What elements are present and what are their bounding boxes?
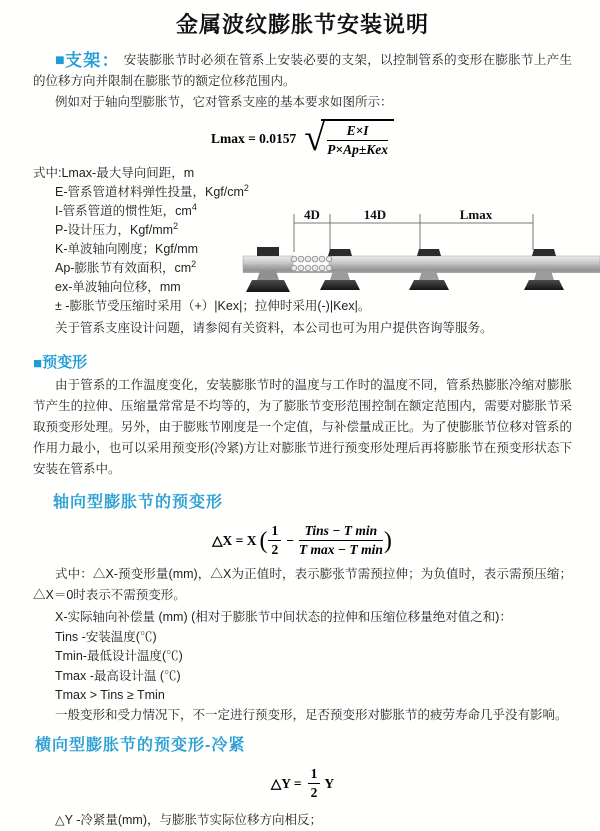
formula-lateral-num: 1 — [308, 766, 321, 784]
formula-lateral-den: 2 — [310, 785, 318, 800]
formula-axial-lhs: △X = X — [212, 532, 257, 548]
preform-section-heading: 预变形 — [42, 354, 88, 371]
formula-lateral-rhs: Y — [324, 775, 335, 791]
formula-lmax-lhs: Lmax = 0.0157 — [210, 130, 297, 146]
support-note-line: 关于管系支座设计问题，请参阅有关资料，本公司也可为用户提供咨询等服务。 — [55, 321, 493, 335]
minus-sign: − — [286, 532, 294, 548]
axial-subsection-heading: 轴向型膨胀节的预变形 — [53, 494, 224, 511]
section-square-icon: ■ — [33, 355, 43, 372]
close-paren: ) — [383, 527, 392, 554]
axial-parameter-line: Tins -安装温度(℃) — [55, 629, 157, 644]
formula-lmax-numerator: E×I — [327, 123, 388, 141]
definition-row: P-设计压力，Kgf/$mm^2$ — [55, 220, 179, 237]
axial-note-line: 一般变形和受力情况下，不一定进行预变形，足否预变形对膨胀节的疲劳寿命几乎没有影响。 — [55, 707, 568, 722]
definition-row: ± -膨胀节受压缩时采用（+）|Kex|；拉伸时采用(-)|Kex|。 — [55, 299, 371, 313]
formula-lateral-coldspring — [271, 766, 334, 801]
page-title: 金属波纹膨胀节安装说明 — [175, 12, 429, 37]
formula-axial-temp-den: T max − T min — [298, 542, 383, 557]
dim-label-4d: 4D — [304, 207, 320, 222]
formula-lateral-lhs: △Y = — [270, 775, 302, 791]
formula-lmax-denominator: P×Ap±Kex — [327, 142, 389, 157]
bellows — [291, 256, 332, 271]
preform-body-paragraph: 由于管系的工作温度变化，安装膨胀节时的温度与工作时的温度不同，管系热膨胀冷缩对膨胀节产生的拉伸、压缩量常常是不均等的，为了膨胀节变形范围控制在额定范围内，需要对膨胀节采取预变形处理。另外，由于膨账节刚度是一个定值，与补偿量成正比。为了使膨胀节位移对管系的作用力最小，也可以采用预变形(冷紧)方让对膨胀节进行预变形处理后再将膨胀节在预变形状态下安装在管系中。 — [33, 378, 572, 476]
formula-axial-temp-num: Tins − T min — [299, 523, 383, 541]
formula-axial-half-den: 2 — [271, 542, 279, 557]
formula-axial-preform — [212, 523, 393, 558]
axial-parameter-line: Tmin-最低设计温度(℃) — [55, 649, 183, 663]
definition-row: 式中:Lmax-最大导向间距，m — [33, 166, 195, 180]
support-section-heading: 支架： — [64, 51, 120, 70]
axial-parameter-line: X-实际轴向补偿量 (mm) (相对于膨胀节中间状态的拉伸和压缩位移量绝对值之和)： — [55, 610, 512, 624]
formula-lmax — [211, 119, 394, 158]
support-intro-text: 安装膨胀节时必须在管系上安装必要的支架，以控制管系的变形在膨胀节上产生的位移方向并限制在膨胀节的额定位移范围内。 — [33, 53, 572, 88]
axial-parameter-line: Tmax -最高设计温 (℃) — [55, 668, 181, 683]
definition-row: Ap-膨胀节有效面积，$cm^2$ — [55, 258, 197, 275]
section-square-icon: ■ — [55, 52, 65, 69]
support-example-line: 例如对于轴向型膨胀节，它对管系支座的基本要求如图所示： — [55, 95, 393, 109]
formula-axial-half-num: 1 — [268, 523, 281, 541]
document-page — [0, 12, 600, 827]
lateral-subsection-heading: 横向型膨胀节的预变形-冷紧 — [35, 737, 246, 754]
support-intro-paragraph — [33, 50, 572, 92]
axial-explain-paragraph: 式中：△X-预变形量(mm)，△X为正值时，表示膨张节需预拉伸；为负值时，表示需预压缩；△X＝0时表示不需预变形。 — [33, 567, 572, 602]
axial-parameter-line: Tmax > Tins ≥ Tmin — [55, 688, 165, 702]
open-paren: ( — [259, 527, 268, 554]
axial-parameter-list — [33, 608, 572, 725]
dimension-lines — [294, 214, 533, 252]
lateral-note-line: △Y -冷紧量(mm)，与膨胀节实际位移方向相反； — [55, 813, 323, 827]
pipe-support-diagram — [243, 206, 600, 306]
preform-section-heading-row — [33, 353, 572, 373]
definition-row: K-单波轴向刚度；Kgf/mm — [55, 242, 199, 256]
sqrt-radical-icon: √ — [304, 117, 326, 160]
dim-label-14d: 14D — [363, 207, 387, 222]
definition-row: E-管系管道材料弹性投量，Kgf/$cm^2$ — [55, 182, 249, 199]
definition-row: I-管系管道的惯性矩，$cm^4$ — [55, 201, 197, 218]
dim-label-lmax: Lmax — [459, 207, 493, 222]
definition-row: ex-单波轴向位移，mm — [55, 280, 181, 294]
